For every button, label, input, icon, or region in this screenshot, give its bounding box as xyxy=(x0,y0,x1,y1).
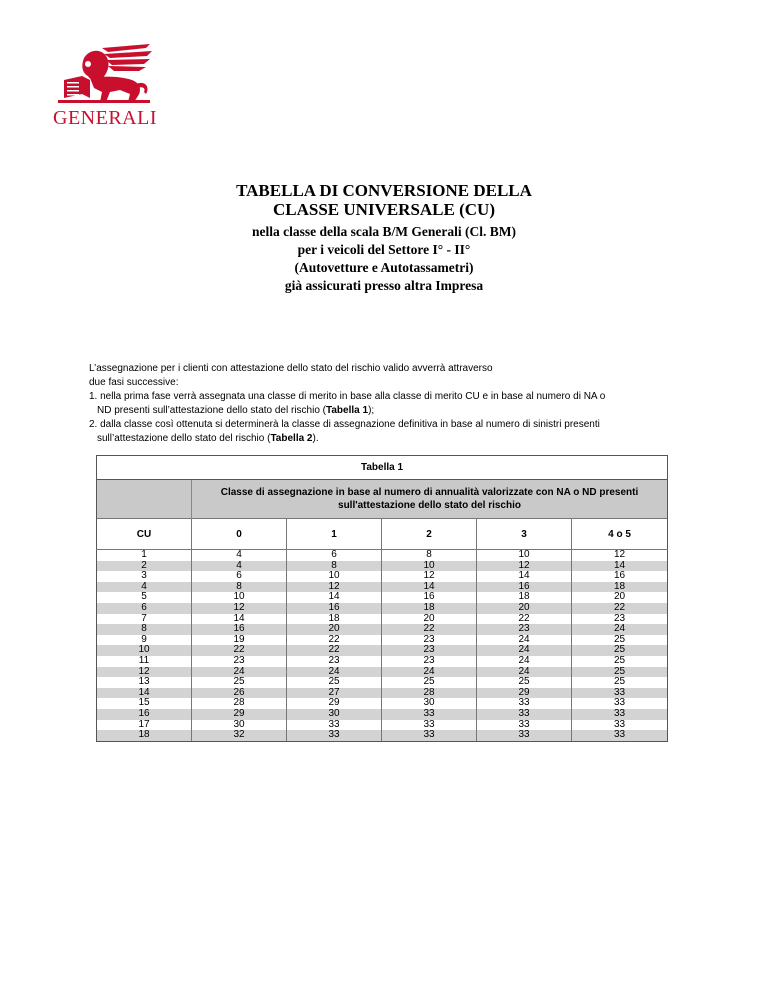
table-cell: 20 xyxy=(287,624,382,635)
table-row xyxy=(97,645,668,656)
table-cell: 25 xyxy=(192,677,287,688)
table-cell: 18 xyxy=(97,730,192,741)
table-cell: 15 xyxy=(97,698,192,709)
table-caption: Tabella 1 xyxy=(97,456,668,480)
table-cell: 33 xyxy=(572,709,668,720)
table-row xyxy=(97,635,668,646)
table-row xyxy=(97,709,668,720)
intro-text xyxy=(89,362,689,446)
column-header-row xyxy=(97,519,668,550)
table-cell: 28 xyxy=(192,698,287,709)
table-cell: 33 xyxy=(287,730,382,741)
table-cell: 23 xyxy=(477,624,572,635)
table-cell: 25 xyxy=(572,656,668,667)
table-cell: 24 xyxy=(287,667,382,678)
table-cell: 14 xyxy=(477,571,572,582)
table-row xyxy=(97,582,668,593)
table-cell: 18 xyxy=(477,592,572,603)
table-row xyxy=(97,698,668,709)
table-cell: 33 xyxy=(382,720,477,731)
table-cell: 6 xyxy=(287,550,382,561)
table-cell: 16 xyxy=(192,624,287,635)
table-cell: 10 xyxy=(477,550,572,561)
table-cell: 8 xyxy=(287,561,382,572)
table-cell: 5 xyxy=(97,592,192,603)
table-cell: 24 xyxy=(572,624,668,635)
table-cell: 22 xyxy=(572,603,668,614)
table-cell: 13 xyxy=(97,677,192,688)
table-row xyxy=(97,571,668,582)
table-cell: 4 xyxy=(192,561,287,572)
table-cell: 33 xyxy=(477,709,572,720)
conversion-table xyxy=(96,455,668,742)
group-header-blank xyxy=(97,480,192,519)
table-cell: 6 xyxy=(97,603,192,614)
table-row xyxy=(97,550,668,561)
table-cell: 33 xyxy=(572,688,668,699)
conversion-table-container xyxy=(96,455,667,742)
table-row xyxy=(97,592,668,603)
subtitle-line-1: nella classe della scala B/M Generali (Cl. BM) xyxy=(252,224,516,239)
table-cell: 26 xyxy=(192,688,287,699)
table-cell: 22 xyxy=(477,614,572,625)
intro-item-2c-text: ). xyxy=(312,433,319,444)
subtitle-line-4: già assicurati presso altra Impresa xyxy=(284,278,484,293)
table-cell: 25 xyxy=(572,677,668,688)
column-header: 0 xyxy=(192,519,287,550)
table-cell: 33 xyxy=(477,698,572,709)
table-cell: 16 xyxy=(97,709,192,720)
table-cell: 24 xyxy=(382,667,477,678)
table-cell: 29 xyxy=(192,709,287,720)
table-cell: 33 xyxy=(287,720,382,731)
column-header: 3 xyxy=(477,519,572,550)
title-line-2: CLASSE UNIVERSALE (CU) xyxy=(273,200,495,219)
table-cell: 23 xyxy=(382,645,477,656)
title-line-1: TABELLA DI CONVERSIONE DELLA xyxy=(236,181,532,200)
intro-item-2b-text: sull’attestazione dello stato del rischio ( xyxy=(97,433,271,444)
table-cell: 25 xyxy=(477,677,572,688)
table-cell: 16 xyxy=(382,592,477,603)
table-cell: 33 xyxy=(572,730,668,741)
table-cell: 33 xyxy=(382,709,477,720)
table-cell: 25 xyxy=(572,645,668,656)
table-cell: 33 xyxy=(477,720,572,731)
table-cell: 24 xyxy=(477,656,572,667)
table-cell: 19 xyxy=(192,635,287,646)
table-cell: 32 xyxy=(192,730,287,741)
table-cell: 10 xyxy=(382,561,477,572)
intro-item-2b xyxy=(89,432,689,446)
table-cell: 23 xyxy=(382,656,477,667)
table-cell: 27 xyxy=(287,688,382,699)
table-cell: 33 xyxy=(382,730,477,741)
table-cell: 18 xyxy=(572,582,668,593)
table-cell: 16 xyxy=(287,603,382,614)
table-cell: 12 xyxy=(572,550,668,561)
table-cell: 14 xyxy=(192,614,287,625)
table-cell: 33 xyxy=(572,720,668,731)
table-cell: 11 xyxy=(97,656,192,667)
table-row xyxy=(97,688,668,699)
table-cell: 22 xyxy=(192,645,287,656)
table-cell: 4 xyxy=(192,550,287,561)
table-cell: 12 xyxy=(477,561,572,572)
table-cell: 1 xyxy=(97,550,192,561)
table-cell: 12 xyxy=(382,571,477,582)
column-header: 2 xyxy=(382,519,477,550)
intro-item-2a: 2. dalla classe così ottenuta si determinerà la classe di assegnazione definitiva in base al numero di sinistri presenti xyxy=(89,419,600,430)
table-cell: 24 xyxy=(477,667,572,678)
table-cell: 23 xyxy=(572,614,668,625)
table-row xyxy=(97,730,668,741)
table-cell: 10 xyxy=(97,645,192,656)
table-row xyxy=(97,720,668,731)
winged-lion-logo-icon xyxy=(50,40,160,108)
column-header: CU xyxy=(97,519,192,550)
table-cell: 23 xyxy=(192,656,287,667)
table-cell: 24 xyxy=(477,645,572,656)
table-cell: 29 xyxy=(287,698,382,709)
table-cell: 12 xyxy=(97,667,192,678)
table-cell: 24 xyxy=(477,635,572,646)
table-cell: 20 xyxy=(477,603,572,614)
table-cell: 30 xyxy=(382,698,477,709)
table-cell: 18 xyxy=(287,614,382,625)
table-cell: 14 xyxy=(572,561,668,572)
table-cell: 14 xyxy=(287,592,382,603)
table-cell: 25 xyxy=(382,677,477,688)
table-row xyxy=(97,656,668,667)
table2-reference: Tabella 2 xyxy=(270,433,313,444)
table-cell: 10 xyxy=(192,592,287,603)
table-cell: 12 xyxy=(192,603,287,614)
column-header: 4 o 5 xyxy=(572,519,668,550)
intro-item-1b xyxy=(89,404,689,418)
table-cell: 6 xyxy=(192,571,287,582)
intro-item-1c-text: ); xyxy=(368,405,375,416)
subtitle-line-3: (Autovetture e Autotassametri) xyxy=(294,260,474,275)
table-cell: 4 xyxy=(97,582,192,593)
intro-item-1b-text: ND presenti sull’attestazione dello stato del rischio ( xyxy=(97,405,326,416)
table-cell: 25 xyxy=(572,667,668,678)
column-header: 1 xyxy=(287,519,382,550)
table-cell: 8 xyxy=(97,624,192,635)
table-row xyxy=(97,603,668,614)
table-row xyxy=(97,561,668,572)
intro-line-2: due fasi successive: xyxy=(89,377,179,388)
table-row xyxy=(97,614,668,625)
table-body xyxy=(97,550,668,742)
table1-reference: Tabella 1 xyxy=(326,405,369,416)
table-cell: 20 xyxy=(572,592,668,603)
table-cell: 7 xyxy=(97,614,192,625)
table-cell: 22 xyxy=(287,645,382,656)
table-row xyxy=(97,677,668,688)
table-cell: 14 xyxy=(382,582,477,593)
table-cell: 18 xyxy=(382,603,477,614)
table-cell: 25 xyxy=(572,635,668,646)
subtitle-line-2: per i veicoli del Settore I° - II° xyxy=(297,242,471,257)
table-cell: 20 xyxy=(382,614,477,625)
table-cell: 14 xyxy=(97,688,192,699)
table-cell: 2 xyxy=(97,561,192,572)
table-cell: 3 xyxy=(97,571,192,582)
intro-line-1: L’assegnazione per i clienti con attestazione dello stato del rischio valido avverrà attraverso xyxy=(89,363,493,374)
table-cell: 8 xyxy=(192,582,287,593)
table-cell: 28 xyxy=(382,688,477,699)
table-cell: 8 xyxy=(382,550,477,561)
table-cell: 30 xyxy=(192,720,287,731)
table-cell: 12 xyxy=(287,582,382,593)
table-cell: 17 xyxy=(97,720,192,731)
table-cell: 16 xyxy=(477,582,572,593)
table-cell: 25 xyxy=(287,677,382,688)
table-cell: 16 xyxy=(572,571,668,582)
intro-item-1a: 1. nella prima fase verrà assegnata una classe di merito in base alla classe di merito CU e in base al numero di NA o xyxy=(89,391,606,402)
table-cell: 30 xyxy=(287,709,382,720)
table-cell: 10 xyxy=(287,571,382,582)
table-cell: 22 xyxy=(287,635,382,646)
table-cell: 23 xyxy=(382,635,477,646)
logo-text: GENERALI xyxy=(53,107,157,129)
table-cell: 29 xyxy=(477,688,572,699)
generali-logo xyxy=(50,40,160,140)
table-cell: 23 xyxy=(287,656,382,667)
table-cell: 22 xyxy=(382,624,477,635)
table-row xyxy=(97,667,668,678)
table-cell: 33 xyxy=(572,698,668,709)
document-title xyxy=(0,181,768,295)
group-header: Classe di assegnazione in base al numero di annualità valorizzate con NA o ND presenti sull'attestazione dello stato del rischio xyxy=(192,480,668,519)
table-cell: 33 xyxy=(477,730,572,741)
table-cell: 24 xyxy=(192,667,287,678)
table-cell: 9 xyxy=(97,635,192,646)
table-row xyxy=(97,624,668,635)
